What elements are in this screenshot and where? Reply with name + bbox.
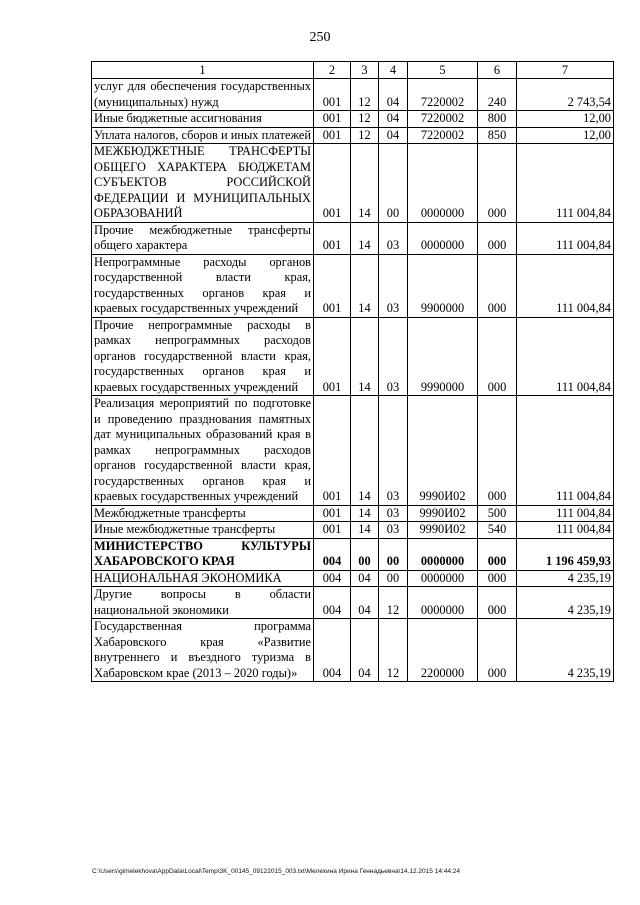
cell-expense-type: 540	[478, 522, 517, 539]
table-row	[92, 222, 614, 254]
cell-name: Уплата налогов, сборов и иных платежей	[92, 127, 314, 144]
cell-target-article: 0000000	[408, 144, 478, 223]
cell-amount: 1 196 459,93	[517, 538, 614, 570]
cell-subsection: 03	[379, 522, 408, 539]
cell-name: услуг для обеспечения государственных (муниципальных) нужд	[92, 79, 314, 111]
cell-ministry-code: 004	[314, 570, 351, 587]
cell-ministry-code: 004	[314, 587, 351, 619]
cell-ministry-code: 001	[314, 505, 351, 522]
cell-name: НАЦИОНАЛЬНАЯ ЭКОНОМИКА	[92, 570, 314, 587]
cell-section: 12	[351, 79, 379, 111]
cell-expense-type: 000	[478, 619, 517, 682]
column-header: 2	[314, 62, 351, 79]
cell-name: Реализация мероприятий по подготовке и проведению празднования памятных дат муниципальных образований края в рамках непрограммных расходов органов государственной власти края, государственных органов края и краевых государственных учреждений	[92, 396, 314, 506]
column-header: 6	[478, 62, 517, 79]
table-row	[92, 538, 614, 570]
table-row	[92, 144, 614, 223]
cell-subsection: 12	[379, 619, 408, 682]
cell-expense-type: 850	[478, 127, 517, 144]
cell-target-article: 0000000	[408, 538, 478, 570]
cell-section: 14	[351, 144, 379, 223]
page-number: 250	[309, 30, 331, 45]
cell-amount: 111 004,84	[517, 522, 614, 539]
cell-amount: 12,00	[517, 127, 614, 144]
cell-amount: 111 004,84	[517, 254, 614, 317]
column-header: 1	[92, 62, 314, 79]
cell-expense-type: 800	[478, 111, 517, 128]
table-row	[92, 522, 614, 539]
cell-target-article: 7220002	[408, 111, 478, 128]
cell-expense-type: 000	[478, 570, 517, 587]
cell-expense-type: 000	[478, 538, 517, 570]
cell-expense-type: 000	[478, 144, 517, 223]
cell-section: 14	[351, 505, 379, 522]
table-row	[92, 79, 614, 111]
cell-name: Иные бюджетные ассигнования	[92, 111, 314, 128]
cell-name: МЕЖБЮДЖЕТНЫЕ ТРАНСФЕРТЫ ОБЩЕГО ХАРАКТЕРА БЮДЖЕТАМ СУБЪЕКТОВ РОССИЙСКОЙ ФЕДЕРАЦИИ И МУНИЦИПАЛЬНЫХ ОБРАЗОВАНИЙ	[92, 144, 314, 223]
cell-subsection: 12	[379, 587, 408, 619]
cell-amount: 111 004,84	[517, 505, 614, 522]
cell-section: 14	[351, 222, 379, 254]
table-header-row	[92, 62, 614, 79]
cell-section: 14	[351, 317, 379, 396]
cell-amount: 4 235,19	[517, 587, 614, 619]
cell-subsection: 03	[379, 317, 408, 396]
cell-target-article: 0000000	[408, 222, 478, 254]
cell-subsection: 00	[379, 570, 408, 587]
cell-amount: 12,00	[517, 111, 614, 128]
cell-ministry-code: 001	[314, 222, 351, 254]
cell-ministry-code: 004	[314, 538, 351, 570]
cell-amount: 111 004,84	[517, 317, 614, 396]
table-row	[92, 317, 614, 396]
column-header: 3	[351, 62, 379, 79]
cell-subsection: 00	[379, 538, 408, 570]
table-row	[92, 254, 614, 317]
cell-subsection: 03	[379, 396, 408, 506]
cell-name: Прочие межбюджетные трансферты общего характера	[92, 222, 314, 254]
cell-amount: 111 004,84	[517, 222, 614, 254]
table-row	[92, 396, 614, 506]
cell-target-article: 0000000	[408, 587, 478, 619]
cell-section: 14	[351, 396, 379, 506]
cell-amount: 4 235,19	[517, 570, 614, 587]
cell-subsection: 04	[379, 111, 408, 128]
cell-ministry-code: 004	[314, 619, 351, 682]
cell-subsection: 03	[379, 254, 408, 317]
cell-section: 04	[351, 587, 379, 619]
cell-target-article: 9990И02	[408, 396, 478, 506]
cell-ministry-code: 001	[314, 111, 351, 128]
cell-name: Прочие непрограммные расходы в рамках непрограммных расходов органов государственной власти края, государственных органов края и краевых государственных учреждений	[92, 317, 314, 396]
cell-target-article: 7220002	[408, 79, 478, 111]
cell-ministry-code: 001	[314, 396, 351, 506]
table-row	[92, 587, 614, 619]
cell-expense-type: 500	[478, 505, 517, 522]
cell-section: 12	[351, 111, 379, 128]
table-row	[92, 127, 614, 144]
file-path-footer: C:\Users\gimelekhova\AppData\Local\Temp\3K_00145_09122015_003.txt\Мелехина Ирина Геннадьевна\14.12.2015 14:44:24	[92, 868, 461, 875]
cell-section: 14	[351, 254, 379, 317]
cell-expense-type: 240	[478, 79, 517, 111]
cell-subsection: 04	[379, 79, 408, 111]
cell-ministry-code: 001	[314, 254, 351, 317]
cell-subsection: 03	[379, 222, 408, 254]
cell-section: 14	[351, 522, 379, 539]
cell-name: МИНИСТЕРСТВО КУЛЬТУРЫ ХАБАРОВСКОГО КРАЯ	[92, 538, 314, 570]
cell-ministry-code: 001	[314, 317, 351, 396]
cell-target-article: 2200000	[408, 619, 478, 682]
cell-amount: 2 743,54	[517, 79, 614, 111]
cell-amount: 4 235,19	[517, 619, 614, 682]
cell-section: 00	[351, 538, 379, 570]
cell-section: 04	[351, 570, 379, 587]
cell-target-article: 9990И02	[408, 505, 478, 522]
cell-expense-type: 000	[478, 254, 517, 317]
cell-ministry-code: 001	[314, 522, 351, 539]
cell-target-article: 0000000	[408, 570, 478, 587]
cell-ministry-code: 001	[314, 79, 351, 111]
cell-expense-type: 000	[478, 396, 517, 506]
cell-name: Непрограммные расходы органов государственной власти края, государственных органов края и краевых государственных учреждений	[92, 254, 314, 317]
cell-section: 12	[351, 127, 379, 144]
cell-target-article: 9990000	[408, 317, 478, 396]
cell-amount: 111 004,84	[517, 396, 614, 506]
budget-table	[91, 61, 614, 682]
cell-target-article: 7220002	[408, 127, 478, 144]
cell-ministry-code: 001	[314, 144, 351, 223]
cell-name: Иные межбюджетные трансферты	[92, 522, 314, 539]
cell-target-article: 9990И02	[408, 522, 478, 539]
table-row	[92, 111, 614, 128]
cell-subsection: 00	[379, 144, 408, 223]
table-row	[92, 505, 614, 522]
column-header: 5	[408, 62, 478, 79]
column-header: 4	[379, 62, 408, 79]
cell-expense-type: 000	[478, 222, 517, 254]
cell-target-article: 9900000	[408, 254, 478, 317]
table-row	[92, 619, 614, 682]
cell-subsection: 04	[379, 127, 408, 144]
table-row	[92, 570, 614, 587]
cell-expense-type: 000	[478, 317, 517, 396]
cell-name: Другие вопросы в области национальной экономики	[92, 587, 314, 619]
cell-expense-type: 000	[478, 587, 517, 619]
cell-amount: 111 004,84	[517, 144, 614, 223]
cell-name: Межбюджетные трансферты	[92, 505, 314, 522]
cell-name: Государственная программа Хабаровского края «Развитие внутреннего и въездного туризма в Хабаровском крае (2013 – 2020 годы)»	[92, 619, 314, 682]
cell-subsection: 03	[379, 505, 408, 522]
cell-section: 04	[351, 619, 379, 682]
column-header: 7	[517, 62, 614, 79]
cell-ministry-code: 001	[314, 127, 351, 144]
